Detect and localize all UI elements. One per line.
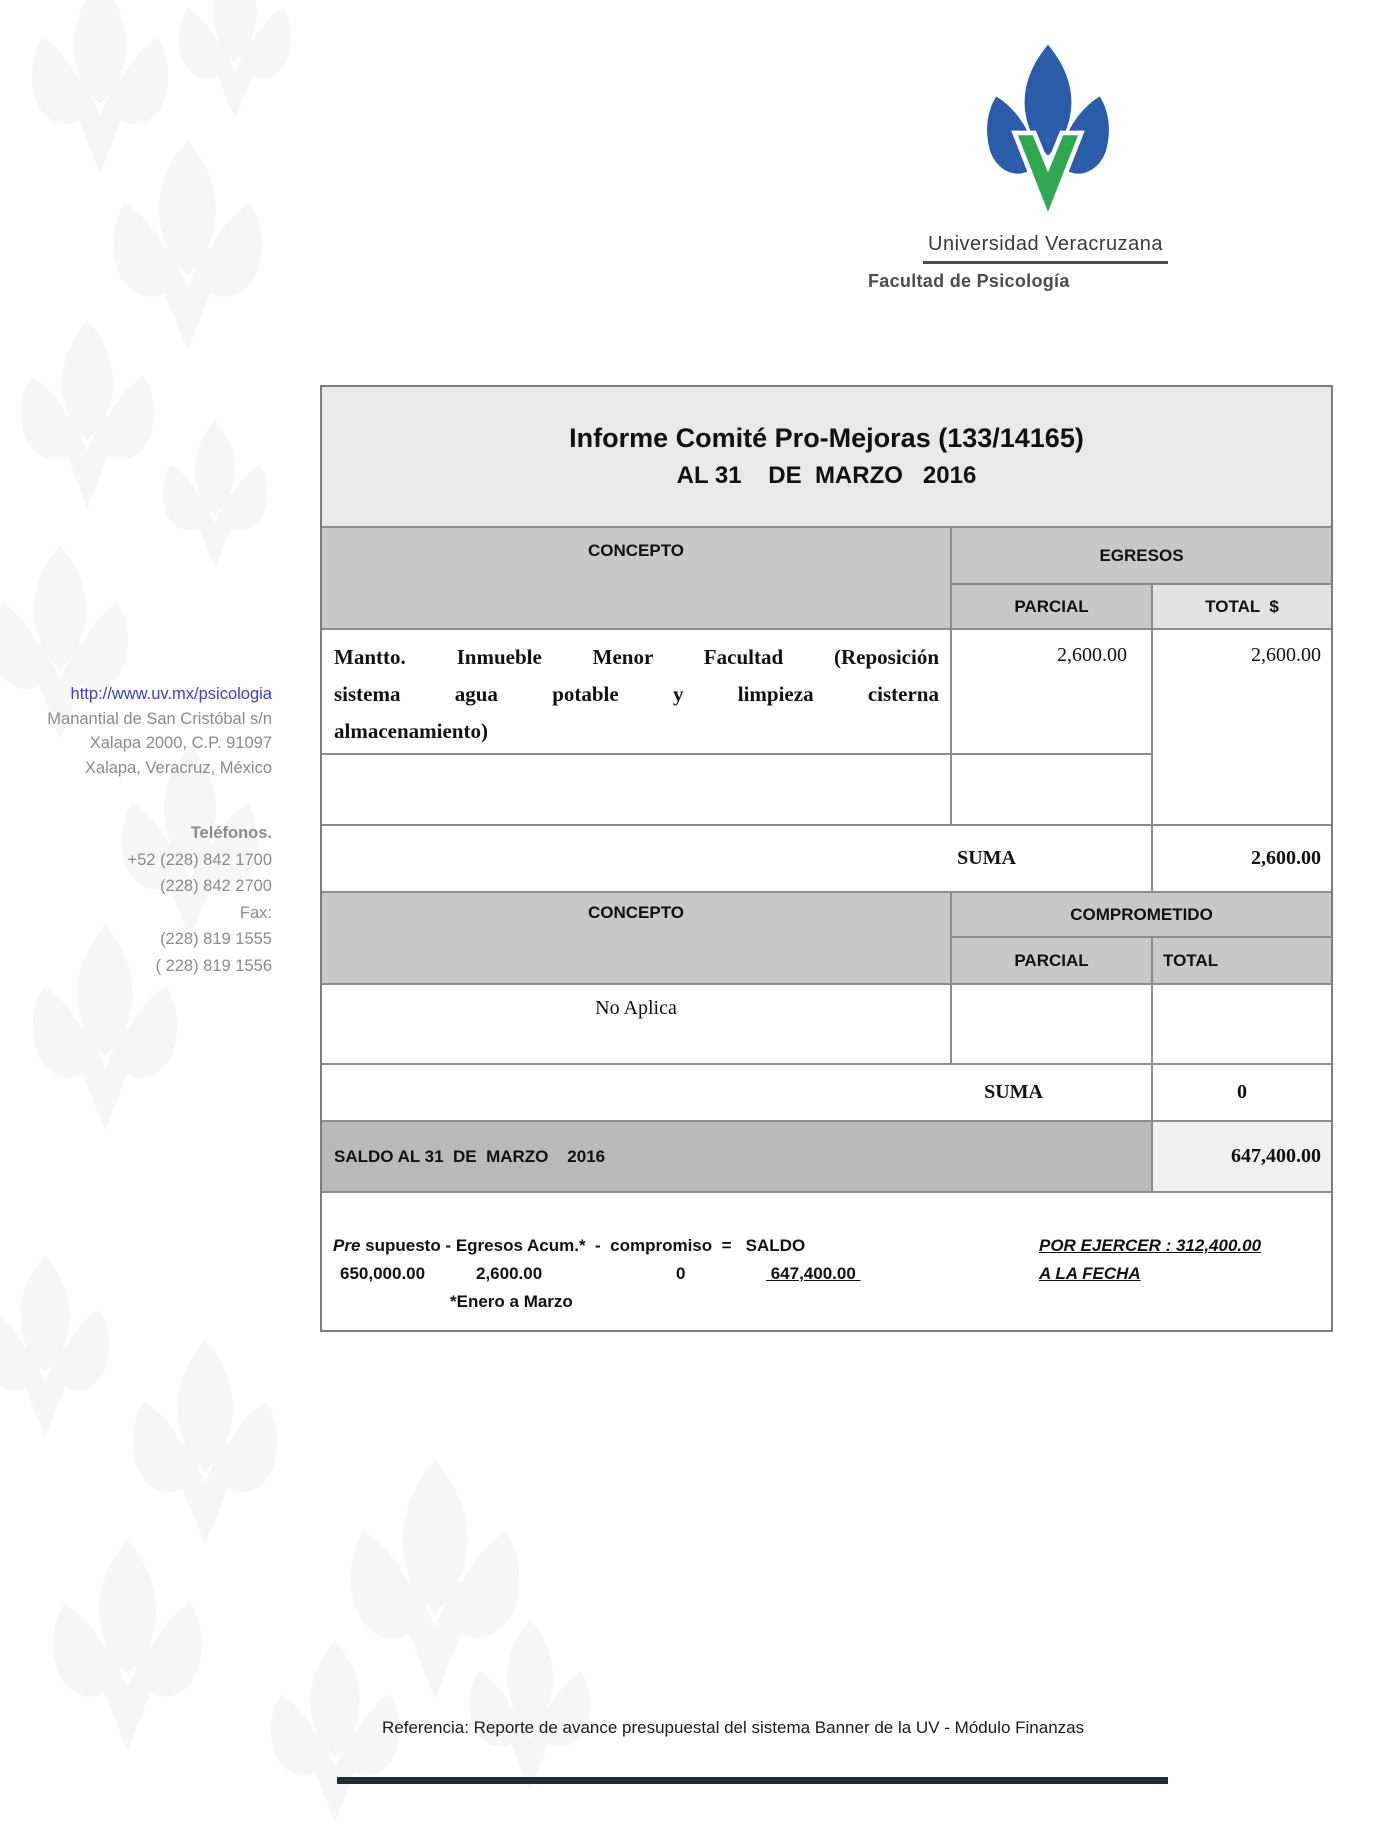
fleur-watermark	[5, 320, 170, 518]
egresos-acum-value: 2,600.00	[476, 1264, 543, 1283]
egresos-parcial-header: PARCIAL	[952, 585, 1153, 630]
comprometido-suma-total: 0	[1153, 1065, 1331, 1122]
enero-marzo-note: *Enero a Marzo	[450, 1292, 573, 1311]
concepto-line: Mantto. Inmueble Menor Facultad (Reposición	[334, 645, 939, 669]
egresos-concepto-cell	[322, 630, 952, 755]
report-subtitle: AL 31 DE MARZO 2016	[676, 462, 977, 489]
egresos-total-header: TOTAL $	[1153, 585, 1331, 630]
fleur-watermark	[165, 0, 305, 128]
faculty-name: Facultad de Psicología	[868, 271, 1070, 291]
fax-label: Fax:	[239, 903, 272, 922]
phones-label: Teléfonos.	[190, 824, 272, 842]
uv-logo-icon	[972, 40, 1124, 232]
presupuesto-value: 650,000.00	[340, 1264, 426, 1283]
egresos-empty-parcial-cell	[952, 755, 1153, 826]
address-line: Xalapa 2000, C.P. 91097	[89, 734, 272, 752]
report-title-block	[322, 387, 1331, 528]
formula-rest: supuesto - Egresos Acum.* - compromiso = SALDO	[360, 1236, 806, 1255]
compromiso-value: 0	[676, 1264, 686, 1283]
phone-line: +52 (228) 842 1700	[127, 850, 272, 869]
fleur-watermark	[150, 420, 280, 576]
formula-pre-word: Pre	[333, 1236, 361, 1255]
saldo-label: SALDO AL 31 DE MARZO 2016	[322, 1122, 1153, 1193]
comprometido-concepto-header: CONCEPTO	[322, 893, 952, 985]
website-link[interactable]: http://www.uv.mx/psicologia	[70, 685, 272, 703]
fax-line: (228) 819 1555	[160, 930, 272, 948]
report-title: Informe Comité Pro-Mejoras (133/14165)	[569, 423, 1084, 453]
comprometido-group-header: COMPROMETIDO	[952, 893, 1331, 938]
address-line: Manantial de San Cristóbal s/n	[47, 709, 272, 728]
egresos-total-value: 2,600.00	[1153, 630, 1331, 826]
egresos-group-header: EGRESOS	[952, 528, 1331, 585]
comprometido-parcial-header: PARCIAL	[952, 938, 1153, 985]
reference-line: Referencia: Reporte de avance presupuestal del sistema Banner de la UV - Módulo Finanzas	[382, 1718, 1085, 1737]
address-line: Xalapa, Veracruz, México	[84, 758, 272, 777]
a-la-fecha-label: A LA FECHA	[1039, 1264, 1141, 1283]
concepto-line: almacenamiento)	[334, 719, 488, 743]
summary-block	[322, 1193, 1331, 1330]
phone-line: (228) 842 2700	[160, 877, 272, 895]
bottom-bar	[337, 1777, 1168, 1784]
por-ejercer-label: POR EJERCER : 312,400.00	[1039, 1236, 1262, 1255]
egresos-suma-label: SUMA	[322, 826, 1153, 893]
comprometido-empty-total-cell	[1153, 985, 1331, 1065]
university-name: Universidad Veracruzana	[923, 233, 1168, 264]
comprometido-concepto-cell: No Aplica	[322, 985, 952, 1065]
fleur-watermark	[455, 1620, 605, 1800]
egresos-concepto-header: CONCEPTO	[322, 528, 952, 630]
comprometido-total-header: TOTAL	[1153, 938, 1331, 985]
comprometido-empty-parcial-cell	[952, 985, 1153, 1065]
comprometido-suma-label: SUMA	[322, 1065, 1153, 1122]
concepto-line: sistema agua potable y limpieza cisterna	[334, 682, 939, 706]
fleur-watermark	[0, 1255, 125, 1447]
fax-line: ( 228) 819 1556	[155, 956, 272, 975]
egresos-parcial-value: 2,600.00	[952, 630, 1153, 755]
egresos-empty-concepto-cell	[322, 755, 952, 826]
fleur-watermark	[35, 1540, 220, 1762]
fleur-watermark	[115, 1340, 295, 1556]
formula-line	[333, 1236, 805, 1256]
egresos-suma-total: 2,600.00	[1153, 826, 1331, 893]
sidebar-phone-block	[8, 820, 272, 979]
saldo-formula-value: 647,400.00	[766, 1264, 861, 1283]
saldo-value: 647,400.00	[1153, 1122, 1331, 1193]
report-table	[320, 385, 1333, 1332]
sidebar-address-block	[8, 682, 272, 780]
